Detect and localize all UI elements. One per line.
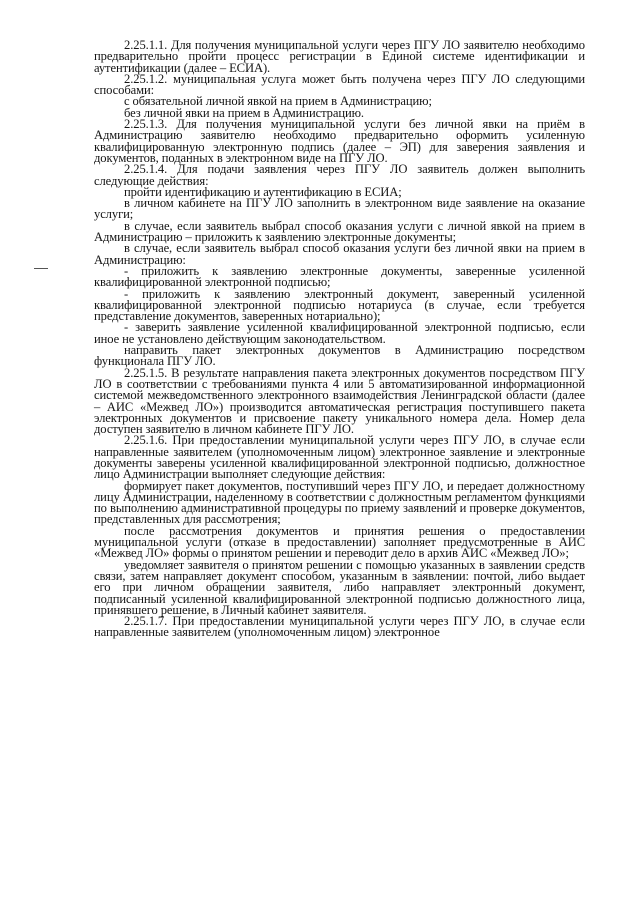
paragraph-method-without-visit: без личной явки на прием в Администрацию. <box>124 105 364 120</box>
paragraph-2-25-1-6: 2.25.1.6. При предоставлении муниципальной услуги через ПГУ ЛО, в случае если направленные заявителем (уполномоченным лицом) электронное заявление и электронные документы заверены усиленной квалифицированной электронной подписью, должностное лицо Администрации выполняет следующие действия: <box>94 433 585 482</box>
paragraph-method-with-visit: с обязательной личной явкой на прием в Администрацию; <box>124 94 432 109</box>
paragraph-with-visit-attach: в случае, если заявитель выбрал способ оказания услуги с личной явкой на прием в Администрацию – приложить к заявлению электронные документы; <box>94 218 585 245</box>
document-body <box>94 40 585 639</box>
paragraph-2-25-1-4: 2.25.1.4. Для подачи заявления через ПГУ ЛО заявитель должен выполнить следующие действия: <box>94 162 585 188</box>
paragraph-send-package: направить пакет электронных документов в Администрацию посредством функционала ПГУ ЛО. <box>94 343 585 369</box>
paragraph-2-25-1-3: 2.25.1.3. Для получения муниципальной услуги без личной явки на приём в Администрацию заявителю необходимо предварительно оформить усиленную квалифицированную электронную подпись (далее – ЭП) для заверения заявления и документов, поданных в электронном виде на ПГУ ЛО. <box>94 117 585 165</box>
paragraph-forms-package: формирует пакет документов, поступивший через ПГУ ЛО, и передает должностному лицу Администрации, наделенному в соответствии с должностным регламентом функциями по выполнению административной процедуры по приему заявлений и проверке документов, представленных для рассмотрения; <box>94 478 585 527</box>
margin-dash-mark <box>34 268 48 269</box>
paragraph-after-review: после рассмотрения документов и принятия решения о предоставлении муниципальной услуги (отказе в предоставлении) заполняет предусмотренные в АИС «Межвед ЛО» формы о принятом решении и переводит дело в архив АИС «Межвед ЛО»; <box>94 523 585 561</box>
paragraph-attach-signed-docs: - приложить к заявлению электронные документы, заверенные усиленной квалифицированной электронной подписью; <box>94 263 585 290</box>
paragraph-notifies-applicant: уведомляет заявителя о принятом решении с помощью указанных в заявлении средств связи, затем направляет документ способом, указанным в заявлении: почтой, либо выдает его при личном обращении заявителя, либо направляет электронный документ, подписанный усиленной квалифицированной электронной подписью должностного лица, принявшего решение, в Личный кабинет заявителя. <box>94 557 585 617</box>
paragraph-2-25-1-2: 2.25.1.2. муниципальная услуга может быть получена через ПГУ ЛО следующими способами: <box>94 71 585 98</box>
paragraph-sign-application: - заверить заявление усиленной квалифицированной электронной подписью, если иное не установлено действующим законодательством. <box>94 320 585 346</box>
paragraph-2-25-1-1: 2.25.1.1. Для получения муниципальной услуги через ПГУ ЛО заявителю необходимо предварительно пройти процесс регистрации в Единой системе идентификации и аутентификации (далее – ЕСИА). <box>94 38 585 75</box>
paragraph-2-25-1-7: 2.25.1.7. При предоставлении муниципальной услуги через ПГУ ЛО, в случае если направленные заявителем (уполномоченным лицом) электронное <box>94 614 585 640</box>
paragraph-fill-application: в личном кабинете на ПГУ ЛО заполнить в электронном виде заявление на оказание услуги; <box>94 196 585 222</box>
paragraph-esia-auth: пройти идентификацию и аутентификацию в ЕСИА; <box>124 184 402 199</box>
paragraph-without-visit-intro: в случае, если заявитель выбрал способ оказания услуги без личной явки на прием в Администрацию: <box>94 241 585 267</box>
paragraph-attach-notary-doc: - приложить к заявлению электронный документ, заверенный усиленной квалифицированной электронной подписью нотариуса (в случае, если требуется представление документов, заверенных нотариально); <box>94 286 585 324</box>
paragraph-2-25-1-5: 2.25.1.5. В результате направления пакета электронных документов посредством ПГУ ЛО в соответствии с требованиями пункта 4 или 5 автоматизированной информационной системой межведомственного электронного взаимодействия Ленинградской области (далее – АИС «Межвед ЛО») производится автоматическая регистрация поступившего пакета электронных документов и присвоение пакету уникального номера дела. Номер дела доступен заявителю в личном кабинете ПГУ ЛО. <box>94 365 585 437</box>
